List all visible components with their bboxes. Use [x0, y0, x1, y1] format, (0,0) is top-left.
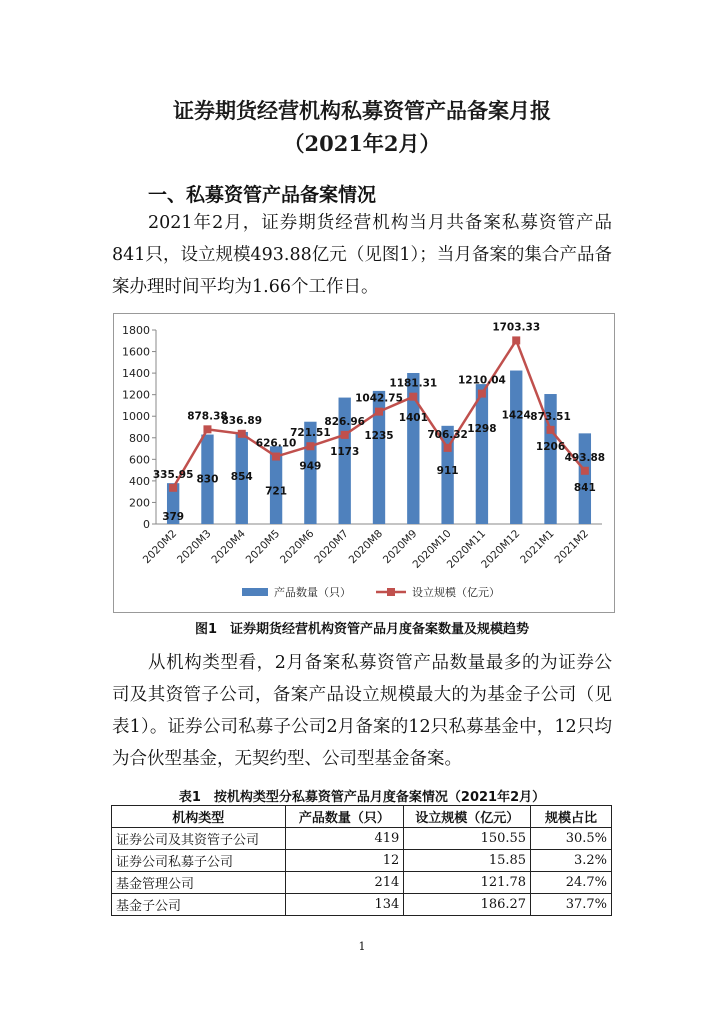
count-data-label: 911 — [436, 464, 459, 477]
y-tick-label: 1000 — [122, 410, 150, 424]
cell-institution: 证券公司私募子公司 — [112, 850, 286, 872]
count-data-label: 1424 — [501, 409, 531, 422]
count-data-label: 841 — [573, 481, 596, 494]
cell-institution: 基金管理公司 — [112, 872, 286, 894]
x-tick-label: 2020M8 — [346, 527, 386, 567]
y-tick-label: 400 — [129, 474, 150, 488]
cell-scale: 150.55 — [404, 828, 531, 850]
header-institution-type: 机构类型 — [112, 806, 286, 828]
count-data-label: 830 — [196, 473, 219, 486]
count-data-label: 721 — [265, 485, 288, 498]
y-tick-label: 800 — [129, 431, 150, 445]
scale-data-label: 873.51 — [530, 410, 571, 423]
scale-data-label: 826.96 — [324, 415, 365, 428]
x-tick-label: 2020M10 — [410, 527, 454, 571]
legend-label-count: 产品数量（只） — [274, 586, 351, 599]
report-title: 证券期货经营机构私募资管产品备案月报 — [173, 98, 551, 123]
y-tick-label: 200 — [129, 496, 150, 510]
y-tick-label: 1400 — [122, 367, 150, 381]
count-data-label: 1401 — [398, 412, 428, 425]
cell-scale: 186.27 — [404, 894, 531, 916]
chart-container — [113, 313, 615, 613]
line-marker-scale — [375, 408, 383, 416]
x-tick-label: 2021M2 — [552, 527, 591, 567]
line-marker-scale — [444, 444, 452, 452]
cell-scale: 121.78 — [404, 872, 531, 894]
cell-count: 12 — [285, 850, 404, 872]
line-marker-scale — [169, 484, 177, 492]
report-subtitle-date: （2021年2月） — [283, 131, 441, 156]
paragraph-summary: 2021年2月，证券期货经营机构当月共备案私募资管产品841只，设立规模493.88亿元（见图1）；当月备案的集合产品备案办理时间平均为1.66个工作日。 — [112, 213, 612, 297]
y-tick-label: 600 — [129, 453, 150, 467]
paragraph-institution-analysis: 从机构类型看，2月备案私募资管产品数量最多的为证券公司及其资管子公司，备案产品设立规模最大的为基金子公司（见表1）。证券公司私募子公司2月备案的12只私募基金中，12只均为合伙型基金，无契约型、公司型基金备案。 — [112, 653, 612, 769]
table-caption: 表1 按机构类型分私募资管产品月度备案情况（2021年2月） — [178, 790, 546, 805]
legend-label-scale: 设立规模（亿元） — [412, 586, 500, 599]
line-marker-scale — [341, 431, 349, 439]
count-data-label: 1235 — [364, 429, 394, 442]
count-data-label: 949 — [299, 460, 322, 473]
x-tick-label: 2020M5 — [243, 527, 283, 567]
x-tick-label: 2020M11 — [444, 527, 489, 571]
line-marker-scale — [203, 425, 211, 433]
x-tick-label: 2020M12 — [479, 527, 523, 571]
bar-product-count — [510, 371, 522, 524]
y-tick-label: 0 — [143, 518, 150, 531]
count-data-label: 1206 — [535, 440, 566, 453]
x-tick-label: 2020M3 — [175, 527, 214, 567]
table-row — [112, 828, 612, 850]
scale-data-label: 1703.33 — [492, 321, 541, 334]
cell-share: 37.7% — [531, 894, 612, 916]
scale-data-label: 721.51 — [290, 427, 331, 440]
header-share: 规模占比 — [531, 806, 612, 828]
table-row — [112, 894, 612, 916]
y-tick-label: 1600 — [122, 345, 150, 359]
cell-institution: 基金子公司 — [112, 894, 286, 916]
combo-chart — [114, 314, 614, 612]
table-row — [112, 872, 612, 894]
x-tick-label: 2021M1 — [518, 527, 557, 567]
scale-data-label: 836.89 — [221, 414, 263, 427]
header-product-count: 产品数量（只） — [285, 806, 404, 828]
scale-data-label: 626.10 — [255, 437, 297, 450]
institution-table — [111, 805, 612, 916]
table-row — [112, 850, 612, 872]
bar-product-count — [476, 384, 488, 524]
line-marker-scale — [306, 442, 314, 450]
count-data-label: 1173 — [330, 445, 360, 458]
line-marker-scale — [512, 336, 520, 344]
count-data-label: 379 — [162, 511, 185, 523]
line-marker-scale — [409, 393, 417, 401]
scale-data-label: 1042.75 — [355, 392, 403, 405]
y-tick-label: 1200 — [122, 388, 150, 402]
cell-count: 419 — [285, 828, 404, 850]
line-marker-scale — [272, 453, 280, 461]
table-header-row — [112, 806, 612, 828]
header-scale: 设立规模（亿元） — [404, 806, 531, 828]
x-tick-label: 2020M4 — [209, 527, 248, 567]
line-marker-scale — [478, 390, 486, 398]
legend-swatch-scale-marker — [387, 588, 395, 596]
y-tick-label: 1800 — [122, 324, 150, 337]
cell-share: 24.7% — [531, 872, 612, 894]
cell-institution: 证券公司及其资管子公司 — [112, 828, 286, 850]
count-data-label: 1298 — [467, 423, 497, 436]
legend-swatch-count — [242, 588, 268, 596]
scale-data-label: 706.32 — [427, 428, 468, 441]
x-tick-label: 2020M9 — [380, 527, 420, 567]
bar-product-count — [579, 433, 591, 524]
x-tick-label: 2020M6 — [277, 527, 317, 567]
scale-data-label: 1210.04 — [458, 374, 506, 387]
line-marker-scale — [547, 426, 555, 434]
cell-count: 134 — [285, 894, 404, 916]
x-tick-label: 2020M2 — [140, 527, 180, 567]
cell-count: 214 — [285, 872, 404, 894]
page-number: 1 — [358, 940, 366, 953]
scale-data-label: 878.38 — [187, 410, 228, 423]
count-data-label: 854 — [230, 470, 253, 483]
section-heading: 一、私募资管产品备案情况 — [148, 184, 377, 206]
cell-share: 3.2% — [531, 850, 612, 872]
line-marker-scale — [238, 430, 246, 438]
line-marker-scale — [581, 467, 589, 475]
cell-share: 30.5% — [531, 828, 612, 850]
scale-data-label: 335.95 — [152, 468, 194, 481]
scale-data-label: 1181.31 — [389, 377, 438, 390]
cell-scale: 15.85 — [404, 850, 531, 872]
figure-caption: 图1 证券期货经营机构资管产品月度备案数量及规模趋势 — [194, 622, 530, 637]
x-tick-label: 2020M7 — [312, 527, 351, 567]
scale-data-label: 493.88 — [564, 451, 606, 464]
